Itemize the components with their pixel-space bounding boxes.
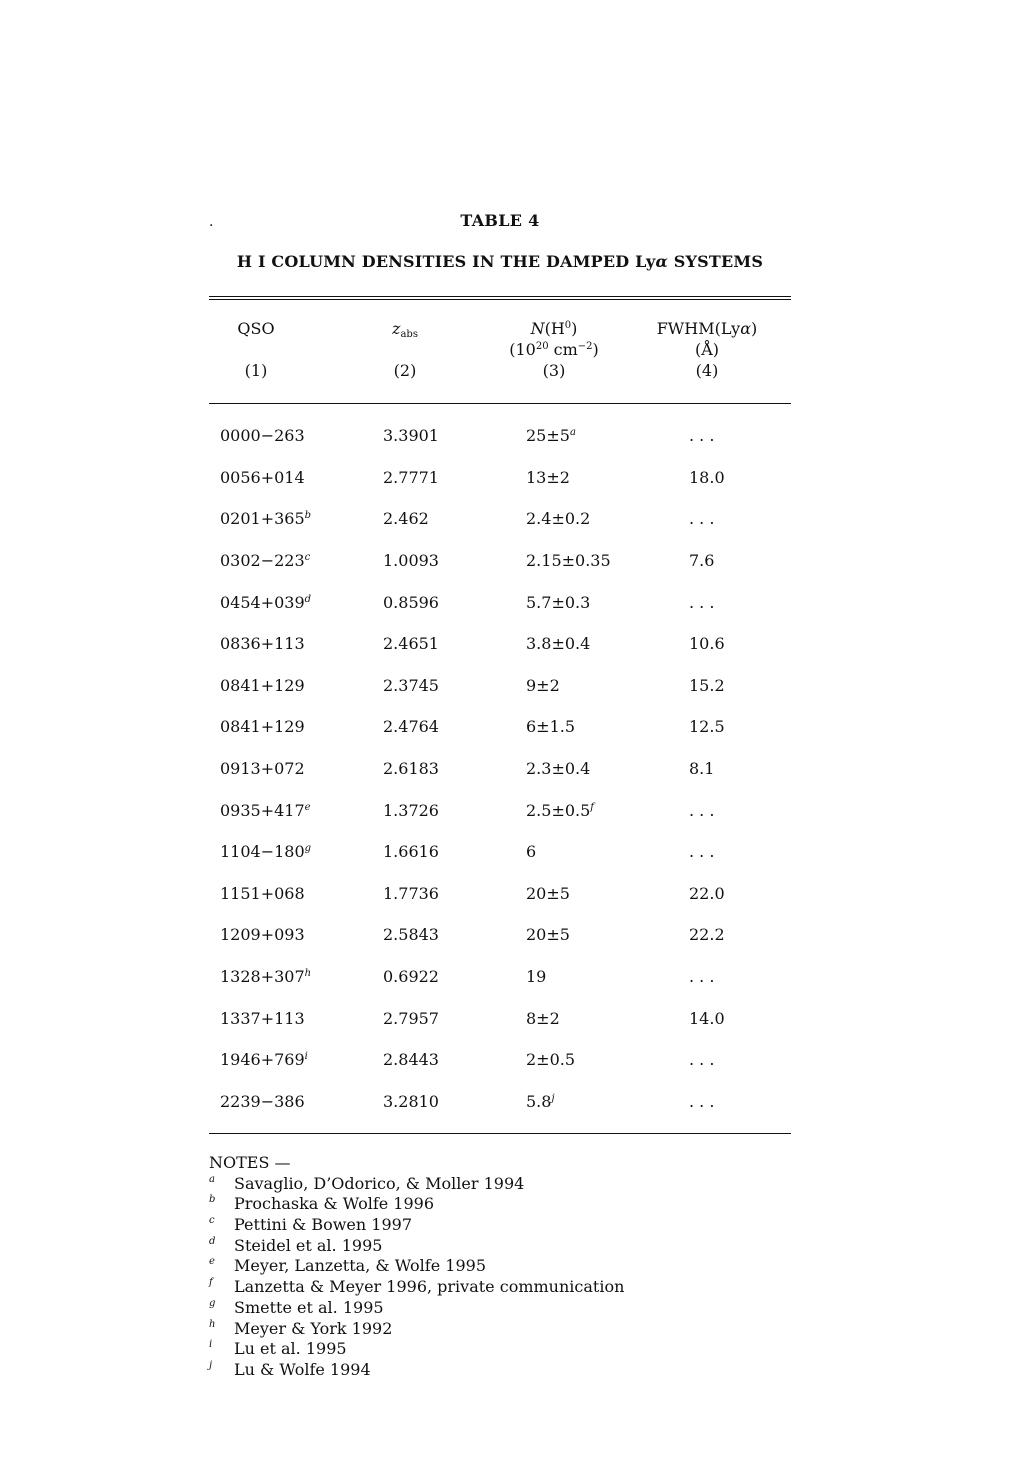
nh-open: (H [544, 319, 565, 338]
header-fwhm-label [640, 318, 774, 339]
cell-nh: 2.3±0.4 [526, 759, 591, 778]
header-nh-label [496, 318, 612, 339]
cell-nh: 6 [526, 842, 537, 861]
header-qso-number: (1) [244, 361, 268, 380]
cell-nh: 13±2 [526, 468, 570, 487]
header-nh [496, 318, 612, 381]
fwhm-b: ) [751, 319, 758, 338]
note-item: b Prochaska & Wolfe 1996 [209, 1194, 435, 1214]
cell-z: 2.462 [383, 509, 429, 528]
cell-fwhm: . . . [689, 1050, 715, 1069]
table-row [209, 468, 791, 488]
cell-z: 1.0093 [383, 551, 439, 570]
cell-z: 3.3901 [383, 426, 439, 445]
cell-fwhm: . . . [689, 967, 715, 986]
caption-text: H I COLUMN DENSITIES IN THE DAMPED Ly [236, 252, 656, 271]
zabs-var: z [392, 319, 401, 338]
table-row [209, 717, 791, 737]
cell-nh: 2.5±0.5$^f$ [526, 801, 594, 820]
cell-z: 2.7957 [383, 1009, 439, 1028]
cell-fwhm: 14.0 [689, 1009, 725, 1028]
cell-nh: 2.15±0.35 [526, 551, 611, 570]
header-fwhm-number: (4) [695, 361, 719, 380]
cell-z: 2.8443 [383, 1050, 439, 1069]
note-item: f Lanzetta & Meyer 1996, private communication [209, 1277, 625, 1297]
cell-fwhm: . . . [689, 509, 715, 528]
cell-z: 0.8596 [383, 593, 439, 612]
cell-fwhm: 15.2 [689, 676, 725, 695]
cell-fwhm: 22.0 [689, 884, 725, 903]
header-rule [209, 403, 791, 404]
fwhm-a: FWHM(Ly [656, 319, 741, 338]
nh-unit-a: (10 [509, 340, 536, 359]
nh-sup: 0 [564, 320, 572, 331]
cell-z: 1.7736 [383, 884, 439, 903]
cell-qso: $1328+307^h$ [220, 967, 312, 986]
table-row [209, 551, 791, 571]
cell-qso: 0841+129 [220, 676, 305, 695]
table-row [209, 634, 791, 654]
cell-fwhm: 10.6 [689, 634, 725, 653]
nh-unit-b: cm [548, 340, 578, 359]
nh-unit-c: ) [592, 340, 599, 359]
cell-qso: 0841+129 [220, 717, 305, 736]
cell-qso: $0454+039^d$ [220, 593, 312, 612]
table-row [209, 801, 791, 821]
note-item: d Steidel et al. 1995 [209, 1235, 383, 1255]
top-rule-2 [209, 299, 791, 300]
cell-nh: 2.4±0.2 [526, 509, 591, 528]
cell-qso: 1337+113 [220, 1009, 305, 1028]
table-row [209, 759, 791, 779]
table-row [209, 509, 791, 529]
cell-fwhm: 8.1 [689, 759, 715, 778]
header-zabs-label [358, 318, 452, 339]
cell-z: 2.5843 [383, 925, 439, 944]
cell-qso: 2239−386 [220, 1092, 305, 1111]
cell-nh: 19 [526, 967, 547, 986]
zabs-sub: abs [400, 329, 418, 340]
table-row [209, 426, 791, 446]
cell-z: 1.3726 [383, 801, 439, 820]
bottom-rule [209, 1133, 791, 1134]
caption-alpha: α [655, 252, 669, 271]
note-item: i Lu et al. 1995 [209, 1339, 347, 1359]
header-qso [209, 318, 303, 381]
leading-dot: . [209, 214, 214, 230]
note-item: j Lu & Wolfe 1994 [209, 1359, 371, 1379]
cell-qso: $1946+769^i$ [220, 1050, 308, 1069]
cell-fwhm: . . . [689, 1092, 715, 1111]
table-row [209, 1092, 791, 1112]
cell-z: 2.7771 [383, 468, 439, 487]
fwhm-alpha: α [740, 319, 752, 338]
cell-qso: 0056+014 [220, 468, 305, 487]
cell-nh: 8±2 [526, 1009, 560, 1028]
note-item: g Smette et al. 1995 [209, 1297, 384, 1317]
header-qso-label: QSO [237, 319, 275, 338]
note-item: h Meyer & York 1992 [209, 1318, 393, 1338]
cell-qso: $0201+365^b$ [220, 509, 312, 528]
cell-qso: $0302-223^c$ [220, 551, 311, 570]
header-nh-unit [496, 339, 612, 360]
cell-z: 3.2810 [383, 1092, 439, 1111]
cell-qso: 0913+072 [220, 759, 305, 778]
cell-nh: 6±1.5 [526, 717, 576, 736]
cell-fwhm: . . . [689, 426, 715, 445]
top-rule-1 [209, 296, 791, 297]
cell-fwhm: 7.6 [689, 551, 715, 570]
header-zabs-number: (2) [393, 361, 417, 380]
header-fwhm [640, 318, 774, 381]
cell-z: 0.6922 [383, 967, 439, 986]
cell-nh: 5.7±0.3 [526, 593, 591, 612]
cell-fwhm: . . . [689, 801, 715, 820]
cell-nh: 3.8±0.4 [526, 634, 591, 653]
nh-var: N [530, 319, 545, 338]
table-row [209, 593, 791, 613]
header-fwhm-unit: (Å) [694, 340, 720, 359]
cell-qso: 0836+113 [220, 634, 305, 653]
cell-qso: 0000−263 [220, 426, 305, 445]
cell-fwhm: . . . [689, 593, 715, 612]
cell-fwhm: 22.2 [689, 925, 725, 944]
nh-unit-sup2: −2 [577, 341, 593, 352]
note-item: a Savaglio, D’Odorico, & Moller 1994 [209, 1173, 525, 1193]
note-item: e Meyer, Lanzetta, & Wolfe 1995 [209, 1256, 486, 1276]
caption-tail: SYSTEMS [668, 252, 764, 271]
cell-fwhm: 12.5 [689, 717, 725, 736]
cell-qso: 1151+068 [220, 884, 305, 903]
cell-fwhm: 18.0 [689, 468, 725, 487]
table-row [209, 884, 791, 904]
table-caption [209, 252, 791, 271]
cell-qso: $0935+417^e$ [220, 801, 311, 820]
note-item: c Pettini & Bowen 1997 [209, 1215, 412, 1235]
table-row [209, 967, 791, 987]
table-notes [209, 1153, 625, 1381]
nh-unit-sup: 20 [535, 341, 549, 352]
cell-z: 2.6183 [383, 759, 439, 778]
cell-z: 2.3745 [383, 676, 439, 695]
table-row [209, 676, 791, 696]
cell-z: 2.4651 [383, 634, 439, 653]
cell-nh: 2±0.5 [526, 1050, 576, 1069]
cell-z: 1.6616 [383, 842, 439, 861]
table-row [209, 925, 791, 945]
table-row [209, 1050, 791, 1070]
cell-fwhm: . . . [689, 842, 715, 861]
cell-nh: $25\pm 5^a$ [526, 426, 576, 445]
cell-z: 2.4764 [383, 717, 439, 736]
cell-nh: 20±5 [526, 884, 570, 903]
notes-heading: NOTES — [209, 1153, 291, 1172]
header-zabs [358, 318, 452, 381]
cell-nh: 20±5 [526, 925, 570, 944]
table-row [209, 1009, 791, 1029]
cell-qso: 1209+093 [220, 925, 305, 944]
cell-qso: $1104-180^g$ [220, 842, 312, 861]
nh-close: ) [571, 319, 578, 338]
table-row [209, 842, 791, 862]
cell-nh: 5.8$^j$ [526, 1092, 555, 1111]
header-nh-number: (3) [542, 361, 566, 380]
table-label: TABLE 4 [460, 211, 540, 230]
cell-nh: 9±2 [526, 676, 560, 695]
